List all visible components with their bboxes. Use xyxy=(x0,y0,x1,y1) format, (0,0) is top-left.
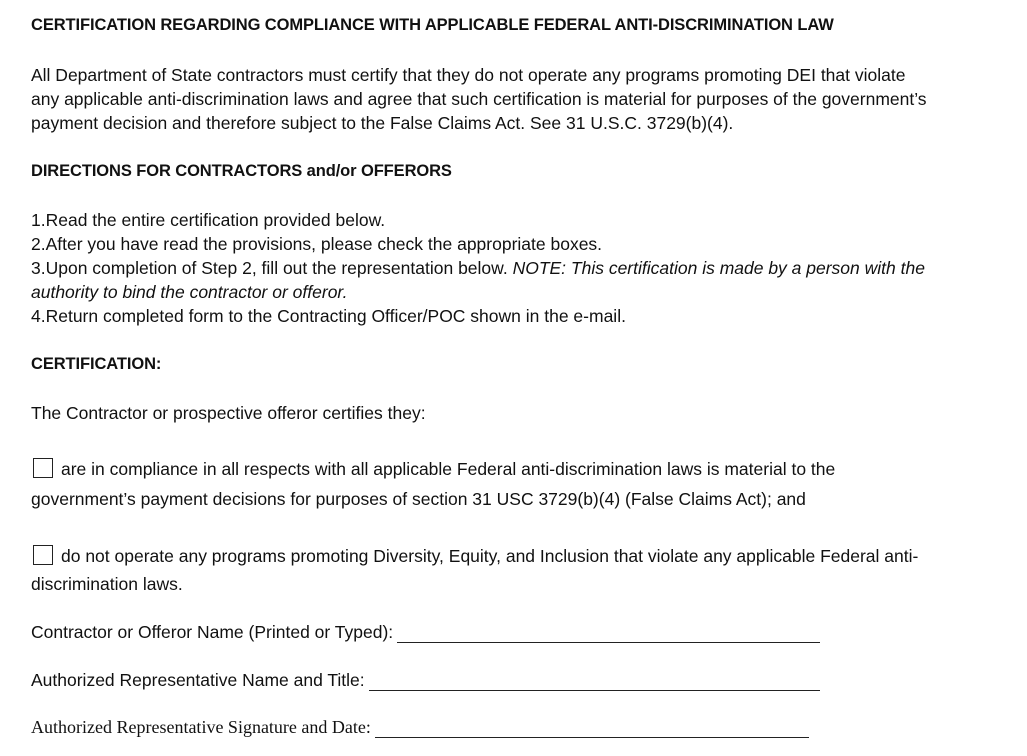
contractor-name-label: Contractor or Offeror Name (Printed or Typed): xyxy=(31,622,394,642)
intro-line: payment decision and therefore subject to the False Claims Act. See 31 U.S.C. 3729(b)(4). xyxy=(31,113,734,133)
signature-input[interactable] xyxy=(375,719,809,738)
dei-checkbox[interactable] xyxy=(33,545,53,565)
certification-item-2 xyxy=(31,542,918,570)
representative-name-row xyxy=(31,670,820,691)
certification-item-2-continued: discrimination laws. xyxy=(31,574,183,594)
certification-item-1-text: are in compliance in all respects with all applicable Federal anti-discrimination laws is material to the xyxy=(61,459,836,479)
certification-lead: The Contractor or prospective offeror certifies they: xyxy=(31,403,426,423)
contractor-name-row xyxy=(31,622,820,643)
document-title: CERTIFICATION REGARDING COMPLIANCE WITH APPLICABLE FEDERAL ANTI-DISCRIMINATION LAW xyxy=(31,16,834,34)
direction-step-4: 4.Return completed form to the Contracting Officer/POC shown in the e-mail. xyxy=(31,306,626,326)
representative-name-input[interactable] xyxy=(369,672,820,691)
directions-list xyxy=(31,208,981,328)
certification-item-1-continued: government’s payment decisions for purposes of section 31 USC 3729(b)(4) (False Claims Act); and xyxy=(31,489,806,509)
directions-heading: DIRECTIONS FOR CONTRACTORS and/or OFFERORS xyxy=(31,162,452,180)
compliance-checkbox[interactable] xyxy=(33,458,53,478)
signature-row xyxy=(31,717,809,738)
direction-step-3-note-continued: authority to bind the contractor or offeror. xyxy=(31,282,348,302)
direction-step-2: 2.After you have read the provisions, please check the appropriate boxes. xyxy=(31,234,603,254)
signature-label: Authorized Representative Signature and Date: xyxy=(31,717,371,737)
direction-step-3-text: 3.Upon completion of Step 2, fill out the representation below. xyxy=(31,258,513,278)
direction-step-3 xyxy=(31,256,981,280)
certification-item-2-text: do not operate any programs promoting Diversity, Equity, and Inclusion that violate any applicable Federal anti- xyxy=(61,546,919,566)
intro-line: any applicable anti-discrimination laws and agree that such certification is material for purposes of the government’s xyxy=(31,89,927,109)
direction-step-1: 1.Read the entire certification provided below. xyxy=(31,210,386,230)
contractor-name-input[interactable] xyxy=(397,624,820,643)
direction-step-3-continued xyxy=(31,280,981,304)
direction-step-3-note: NOTE: This certification is made by a person with the xyxy=(512,258,925,278)
certification-item-1 xyxy=(31,455,835,483)
representative-name-label: Authorized Representative Name and Title: xyxy=(31,670,365,690)
certification-heading: CERTIFICATION: xyxy=(31,355,162,373)
intro-paragraph xyxy=(31,63,981,135)
intro-line: All Department of State contractors must certify that they do not operate any programs promoting DEI that violate xyxy=(31,65,906,85)
